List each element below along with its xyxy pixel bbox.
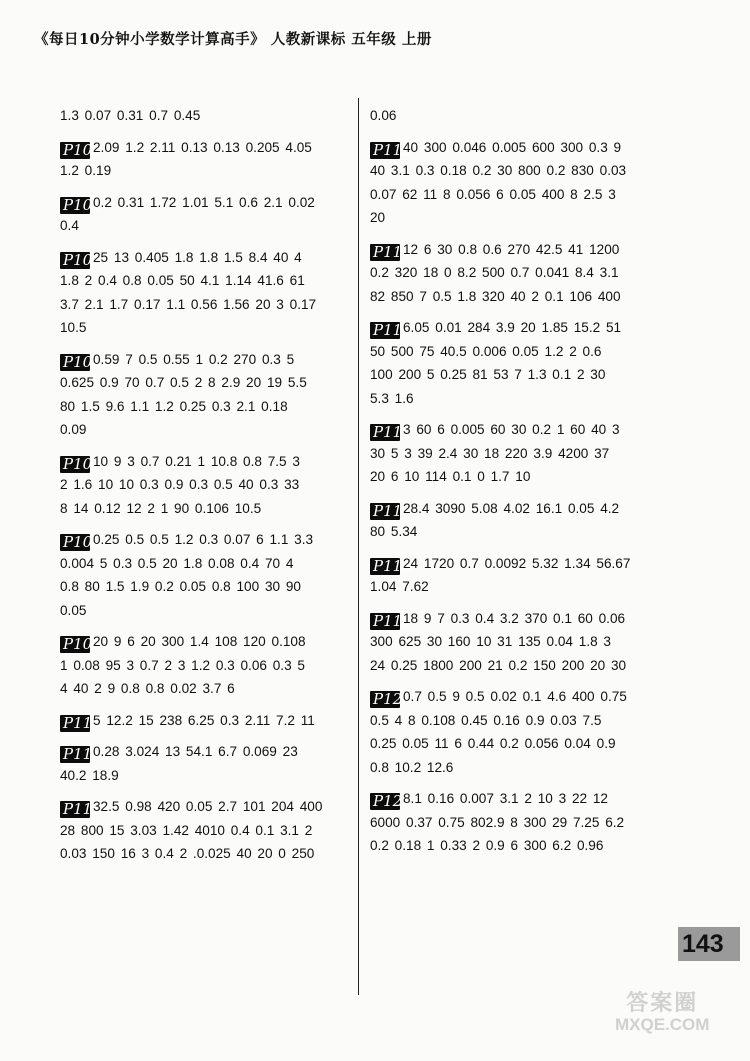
answer-values: 4 40 2 9 0.8 0.8 0.02 3.7 6 xyxy=(60,681,235,696)
answer-line xyxy=(370,238,670,262)
answer-values: 28 800 15 3.03 1.42 4010 0.4 0.1 3.1 2 xyxy=(60,822,313,838)
answer-line xyxy=(370,756,670,780)
answer-line xyxy=(60,795,350,819)
answer-line xyxy=(60,552,350,576)
answer-values: 1.8 2 0.4 0.8 0.05 50 4.1 1.14 41.6 61 xyxy=(60,273,305,288)
answer-block xyxy=(370,418,670,489)
answer-line xyxy=(60,473,350,497)
answer-line xyxy=(60,764,350,788)
answer-line xyxy=(60,214,350,238)
answer-block xyxy=(60,136,350,183)
answer-values: 0.2 320 18 0 8.2 500 0.7 0.041 8.4 3.1 xyxy=(370,265,619,280)
answer-line xyxy=(60,450,350,474)
answer-values: 6000 0.37 0.75 802.9 8 300 29 7.25 6.2 xyxy=(370,814,625,830)
answer-line xyxy=(370,834,670,858)
answer-values: 2.09 1.2 2.11 0.13 0.13 0.205 4.05 xyxy=(93,139,312,155)
answer-values: 80 1.5 9.6 1.1 1.2 0.25 0.3 2.1 0.18 xyxy=(60,398,288,414)
answer-column-right xyxy=(370,104,670,866)
answer-values: 0.06 xyxy=(370,108,397,123)
answer-block xyxy=(370,316,670,410)
page-marker-badge: P115 xyxy=(370,322,400,339)
page-marker-badge: P105 xyxy=(60,252,90,269)
answer-values: 30 5 3 39 2.4 30 18 220 3.9 4200 37 xyxy=(370,445,610,461)
answer-block xyxy=(60,795,350,866)
answer-line xyxy=(370,159,670,183)
answer-values: 10.5 xyxy=(60,320,87,335)
answer-values: 6.05 0.01 284 3.9 20 1.85 15.2 51 xyxy=(403,320,622,335)
answer-line xyxy=(370,316,670,340)
answer-line xyxy=(370,685,670,709)
page-marker-badge: P117 xyxy=(370,503,400,520)
answer-block xyxy=(60,528,350,622)
answer-values: 82 850 7 0.5 1.8 320 40 2 0.1 106 400 xyxy=(370,288,621,304)
page-marker-badge: P120 xyxy=(370,691,400,708)
page-marker-badge: P116 xyxy=(370,424,400,441)
answer-line xyxy=(370,183,670,207)
answer-line xyxy=(60,599,350,623)
page-marker-badge: P111 xyxy=(60,746,90,763)
answer-line xyxy=(60,395,350,419)
answer-line xyxy=(60,159,350,183)
page-marker-badge: P106 xyxy=(60,354,90,371)
page-marker-badge: P113 xyxy=(370,142,400,159)
answer-values: 0.2 0.31 1.72 1.01 5.1 0.6 2.1 0.02 xyxy=(93,194,315,210)
answer-values: 5 12.2 15 238 6.25 0.3 2.11 7.2 11 xyxy=(93,712,315,728)
answer-block xyxy=(60,740,350,787)
answer-line xyxy=(60,575,350,599)
answer-values: 0.05 xyxy=(60,602,87,618)
answer-line xyxy=(60,709,350,733)
answer-values: 0.004 5 0.3 0.5 20 1.8 0.08 0.4 70 4 xyxy=(60,555,294,571)
answer-block xyxy=(370,685,670,779)
answer-line xyxy=(370,811,670,835)
answer-values: 0.2 0.18 1 0.33 2 0.9 6 300 6.2 0.96 xyxy=(370,838,604,853)
answer-line xyxy=(60,269,350,293)
answer-values: 100 200 5 0.25 81 53 7 1.3 0.1 2 30 xyxy=(370,367,606,382)
answer-values: 20 xyxy=(370,210,386,225)
answer-block xyxy=(370,552,670,599)
answer-line xyxy=(60,528,350,552)
page-marker-badge: P112 xyxy=(60,801,90,818)
answer-block xyxy=(60,450,350,521)
answer-values: 5.3 1.6 xyxy=(370,390,414,406)
answer-values: 28.4 3090 5.08 4.02 16.1 0.05 4.2 xyxy=(403,500,620,516)
answer-line xyxy=(370,520,670,544)
answer-line xyxy=(370,497,670,521)
answer-line xyxy=(370,442,670,466)
answer-values: 18 9 7 0.3 0.4 3.2 370 0.1 60 0.06 xyxy=(403,610,626,626)
answer-block xyxy=(60,709,350,733)
answer-block xyxy=(370,607,670,678)
answer-line xyxy=(370,136,670,160)
answer-values: 25 13 0.405 1.8 1.8 1.5 8.4 40 4 xyxy=(93,249,302,265)
answer-values: 40 3.1 0.3 0.18 0.2 30 800 0.2 830 0.03 xyxy=(370,163,627,178)
answer-block xyxy=(60,191,350,238)
answer-block xyxy=(370,238,670,309)
page-marker-badge: P118 xyxy=(370,558,400,575)
answer-line xyxy=(60,677,350,701)
answer-line xyxy=(370,552,670,576)
answer-line xyxy=(370,607,670,631)
answer-values: 20 9 6 20 300 1.4 108 120 0.108 xyxy=(93,634,306,649)
page-marker-badge: P103 xyxy=(60,142,90,159)
column-divider xyxy=(358,98,359,995)
answer-block xyxy=(60,104,350,128)
answer-line xyxy=(370,340,670,364)
answer-values: 10 9 3 0.7 0.21 1 10.8 0.8 7.5 3 xyxy=(93,453,300,469)
page-marker-badge: P119 xyxy=(370,613,400,630)
answer-values: 24 0.25 1800 200 21 0.2 150 200 20 30 xyxy=(370,657,627,673)
answer-line xyxy=(370,787,670,811)
answer-line xyxy=(60,630,350,654)
answer-block xyxy=(370,497,670,544)
answer-line xyxy=(60,740,350,764)
answer-line xyxy=(370,732,670,756)
answer-values: 0.625 0.9 70 0.7 0.5 2 8 2.9 20 19 5.5 xyxy=(60,375,307,390)
page-marker-badge: P121 xyxy=(370,793,400,810)
answer-values: 1.2 0.19 xyxy=(60,163,112,178)
watermark-logo xyxy=(615,992,709,1036)
answer-values: 0.8 10.2 12.6 xyxy=(370,759,454,775)
answer-values: 1.04 7.62 xyxy=(370,579,429,594)
answer-block xyxy=(60,246,350,340)
answer-values: 0.09 xyxy=(60,422,87,437)
answer-line xyxy=(60,316,350,340)
answer-line xyxy=(60,104,350,128)
answer-values: 1 0.08 95 3 0.7 2 3 1.2 0.3 0.06 0.3 5 xyxy=(60,657,305,673)
answer-line xyxy=(370,418,670,442)
watermark-text: 答案圈 xyxy=(626,990,699,1015)
answer-values: 40 300 0.046 0.005 600 300 0.3 9 xyxy=(403,139,622,155)
answer-values: 0.7 0.5 9 0.5 0.02 0.1 4.6 400 0.75 xyxy=(403,689,627,704)
answer-values: 0.8 80 1.5 1.9 0.2 0.05 0.8 100 30 90 xyxy=(60,579,301,594)
answer-line xyxy=(60,246,350,270)
answer-line xyxy=(60,842,350,866)
answer-values: 0.4 xyxy=(60,218,79,233)
page-marker-badge: P110 xyxy=(60,715,90,732)
answer-line xyxy=(60,371,350,395)
answer-values: 0.07 62 11 8 0.056 6 0.05 400 8 2.5 3 xyxy=(370,186,616,202)
answer-line xyxy=(370,206,670,230)
page-marker-badge: P109 xyxy=(60,636,90,653)
answer-values: 0.59 7 0.5 0.55 1 0.2 270 0.3 5 xyxy=(93,351,295,367)
answer-line xyxy=(370,363,670,387)
answer-values: 80 5.34 xyxy=(370,524,418,539)
answer-line xyxy=(370,387,670,411)
answer-block xyxy=(370,104,670,128)
answer-block xyxy=(370,787,670,858)
watermark-url: MXQE.COM xyxy=(615,1015,710,1034)
answer-values: 3 60 6 0.005 60 30 0.2 1 60 40 3 xyxy=(403,422,620,437)
answer-values: 24 1720 0.7 0.0092 5.32 1.34 56.67 xyxy=(403,555,631,571)
answer-line xyxy=(370,104,670,128)
answer-values: 0.28 3.024 13 54.1 6.7 0.069 23 xyxy=(93,744,298,759)
answer-column-left xyxy=(60,104,350,874)
page-marker-badge: P104 xyxy=(60,197,90,214)
answer-block xyxy=(60,348,350,442)
answer-line xyxy=(370,654,670,678)
answer-line xyxy=(60,293,350,317)
answer-line xyxy=(60,497,350,521)
answer-values: 50 500 75 40.5 0.006 0.05 1.2 2 0.6 xyxy=(370,343,602,359)
answer-values: 8 14 0.12 12 2 1 90 0.106 10.5 xyxy=(60,500,262,516)
answer-line xyxy=(370,285,670,309)
page-number: 143 xyxy=(678,927,740,961)
answer-line xyxy=(370,261,670,285)
answer-line xyxy=(370,630,670,654)
answer-values: 2 1.6 10 10 0.3 0.9 0.3 0.5 40 0.3 33 xyxy=(60,477,300,492)
answer-block xyxy=(60,630,350,701)
answer-values: 0.5 4 8 0.108 0.45 0.16 0.9 0.03 7.5 xyxy=(370,712,602,728)
answer-values: 40.2 18.9 xyxy=(60,767,119,783)
answer-values: 20 6 10 114 0.1 0 1.7 10 xyxy=(370,469,531,484)
answer-line xyxy=(370,465,670,489)
page-header-title: 《每日10分钟小学数学计算高手》 人教新课标 五年级 上册 xyxy=(34,31,432,48)
page-marker-badge: P108 xyxy=(60,534,90,551)
page-marker-badge: P107 xyxy=(60,456,90,473)
answer-line xyxy=(370,709,670,733)
answer-line xyxy=(60,819,350,843)
answer-values: 0.25 0.5 0.5 1.2 0.3 0.07 6 1.1 3.3 xyxy=(93,532,314,547)
page-marker-badge: P114 xyxy=(370,244,400,261)
answer-line xyxy=(60,191,350,215)
answer-block xyxy=(370,136,670,230)
answer-line xyxy=(60,418,350,442)
answer-values: 3.7 2.1 1.7 0.17 1.1 0.56 1.56 20 3 0.17 xyxy=(60,296,317,312)
answer-values: 8.1 0.16 0.007 3.1 2 10 3 22 12 xyxy=(403,791,608,806)
answer-values: 32.5 0.98 420 0.05 2.7 101 204 400 xyxy=(93,799,323,814)
answer-line xyxy=(60,136,350,160)
answer-values: 1.3 0.07 0.31 0.7 0.45 xyxy=(60,108,201,123)
answer-line xyxy=(60,348,350,372)
answer-line xyxy=(60,654,350,678)
answer-values: 0.25 0.05 11 6 0.44 0.2 0.056 0.04 0.9 xyxy=(370,736,616,751)
answer-values: 12 6 30 0.8 0.6 270 42.5 41 1200 xyxy=(403,241,620,257)
answer-values: 0.03 150 16 3 0.4 2 .0.025 40 20 0 250 xyxy=(60,846,315,861)
answer-line xyxy=(370,575,670,599)
answer-values: 300 625 30 160 10 31 135 0.04 1.8 3 xyxy=(370,634,611,649)
